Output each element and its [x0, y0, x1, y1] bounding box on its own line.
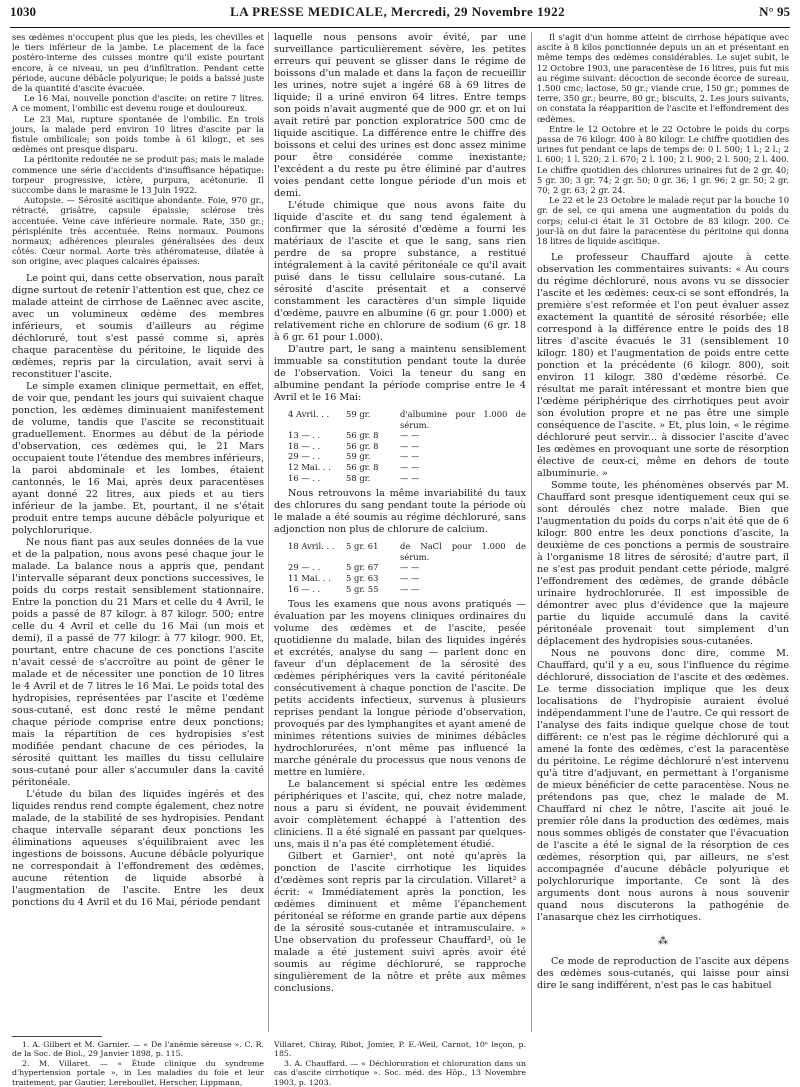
table-cell-date: 18 — . . — [288, 440, 321, 451]
paragraph: L'étude chimique que nous avons faite du liquide d'ascite et du sang tend également à confirmer que la sérosité d'œdème a fourni les matériaux de l'ascite et que le sang, sans rien perdre de sa propre substance, a restitué intégralement à la cavité péritonéale ce qu'il avait puisé dans le tissu cellulaire sous-cutané. La sérosité d'ascite présentait et a conservé constamment les caractères d'un simple liquide d'œdème, pauvre en albumine (6 gr. pour 1.000) et relativement riche en chlorure de sodium (6 gr. 18 à 6 gr. 61 pour 1.000). — [274, 200, 526, 343]
footnote: 3. A. Chauffard. — « Déchloruration et chloruration dans un cas d'ascite cirrhotique ». Soc. méd. des Hôp., 13 Novembre 1903, p. 1203. — [274, 1058, 526, 1087]
paragraph: Tous les examens que nous avons pratiqués — évaluation par les moyens cliniques ordinaires du volume des œdèmes et de l'ascite, pesée quotidienne du malade, bilan des liquides ingérés et excrétés, analyse du sang — parlent donc en faveur d'un déplacement de la sérosité des œdèmes périphériques vers la cavité péritonéale consécutivement à chaque ponction de l'ascite. De petits accidents infectieux, survenus à plusieurs reprises pendant la longue période d'observation, provoqués par des lymphangites et ayant amené de minimes rétentions suivies de minimes débâcles hydrochlorurées, n'ont même pas influencé la marche générale du processus que nous venons de mettre en lumière. — [274, 599, 526, 779]
table-cell-date: 11 Mai. . . — [288, 572, 331, 583]
footnotes-col1 — [12, 1040, 264, 1087]
paragraph: Le balancement si spécial entre les œdèmes périphériques et l'ascite, qui, chez notre malade, nous a paru si évident, ne pouvait évidemment avoir complètement échappé à l'attention des cliniciens. Il a été signalé en passant par quelques-uns, mais il n'a pas été complètement étudié. — [274, 779, 526, 851]
table-row — [288, 573, 526, 584]
table-cell-value: 59 gr. — [346, 451, 371, 462]
paragraph: Somme toute, les phénomènes observés par M. Chauffard sont presque identiquement ceux qui se sont déroulés chez notre malade. Bien que l'augmentation du poids du corps n'ait été que de 6 kilogr. 800 entre les deux ponctions d'ascite, la deuxième de ces ponctions a permis de soustraire à l'organisme 18 litres de sérosité; d'autre part, il ne s'est pas produit pendant cette période, malgré l'effondrement des œdèmes, de grande débâcle urinaire hydrochlorurée. Il est impossible de démontrer avec plus d'évidence que la majeure partie du liquide accumulé dans la cavité péritonéale provenait tout simplement d'un déplacement des hydropisies sous-cutanées. — [537, 480, 789, 648]
table-cell-date: 16 — . . — [288, 583, 321, 594]
column-1 — [12, 32, 264, 909]
table-cell-value: 5 gr. 55 — [346, 583, 379, 594]
paragraph: Le professeur Chauffard ajoute à cette observation les commentaires suivants: « Au cours du régime déchloruré, nous avons vu se dissocier l'ascite et les œdèmes: ceux-ci se sont effondrés, la première s'est reformée et l'on peut évaluer assez exactement la quantité de sérosité résorbée; elle correspond à la différence entre le poids des 18 litres d'ascite évacués le 31 (sensiblement 10 kilogr. 180) et l'augmentation de poids entre cette ponction et la précédente (6 kilogr. 800), soit environ 11 kilogr. 380 d'œdème résorbé. Ce résultat me paraît intéressant et montre bien que l'œdème périphérique des cirrhotiques peut avoir son évolution propre et ne pas être une simple conséquence de l'ascite. » Et, plus loin, « le régime déchloruré peut servir... à dissocier l'ascite d'avec les œdèmes en provoquant une sorte de résorption élective de ceux-ci, même en dehors de toute albuminurie. » — [537, 252, 789, 480]
paragraph: Le 16 Mai, nouvelle ponction d'ascite: on retire 7 litres. A ce moment, l'ombilic est devenu rouge et douloureux. — [12, 93, 264, 114]
table-cell-note: — — — [400, 583, 420, 594]
paragraph: Ne nous fiant pas aux seules données de la vue et de la palpation, nous avons pesé chaque jour le malade. La balance nous a appris que, pendant l'intervalle séparant deux ponctions successives, le poids du corps restait sensiblement stationnaire. Entre la ponction du 21 Mars et celle du 4 Avril, le poids a passé de 87 kilogr. à 87 kilogr. 500; entre celle du 4 Avril et celle du 16 Mai (un mois et demi), il a passé de 77 kilogr. à 77 kilogr. 900. Et, pourtant, entre chacune de ces ponctions l'ascite n'avait cessé de s'accroître au point de gêner le malade et de nécessiter une ponction de 10 litres le 4 Avril et de 7 litres le 16 Mai. Le poids total des hydropisies, représentées par l'ascite et l'œdème sous-cutané, est donc resté le même pendant chaque période comprise entre deux ponctions; mais la répartition de ces hydropisies s'est modifiée pendant chacune de ces périodes, la sérosité quittant les mailles du tissu cellulaire sous-cutané pour aller s'accumuler dans la cavité péritonéale. — [12, 536, 264, 788]
autopsy-paragraph: Autopsie. — Sérosité ascitique abondante. Foie, 970 gr., rétracté, grisâtre, capsule épaissie; sclérose très accentuée. Veine cave inférieure normale. Rate, 350 gr.; périsplénite très accentuée. Reins normaux. Poumons normaux; adhérences pleurales généralisées des deux côtés. Cœur normal. Aorte très athéromateuse, dilatée à son origine, avec plaques calcaires épaisses. — [12, 195, 264, 267]
paragraph: Nous retrouvons la même invariabilité du taux des chlorures du sang pendant toute la période où le malade a été soumis au régime déchloruré, sans adjonction non plus de chlorure de calcium. — [274, 488, 526, 536]
table-cell-value: 5 gr. 63 — [346, 572, 379, 583]
page-number: 1030 — [10, 4, 36, 19]
paragraph: laquelle nous pensons avoir évité, par une surveillance particulièrement sévère, les petites erreurs qui peuvent se glisser dans le régime de boissons d'un malade et dans la façon de recueillir les urines, notre sujet a ingéré 68 à 69 litres de liquide; il a uriné environ 64 litres. Entre temps son poids n'avait augmenté que de 900 gr. et on lui avait retiré par ponction exploratrice 500 cmc de liquide ascitique. La différence entre le chiffre des boissons et celui des urines est donc assez minime pour être considérée comme inexistante; l'excédent a du reste pu être éliminé par d'autres voies pendant cette longue période d'un mois et demi. — [274, 32, 526, 199]
page-header — [10, 4, 790, 26]
table-cell-note: — — — [400, 472, 420, 483]
column-2 — [274, 32, 526, 995]
paragraph: Le 23 Mai, rupture spontanée de l'ombilic. En trois jours, la malade perd environ 10 litres d'ascite par la fistule ombilicale; son poids tombe à 61 kilogr., et ses œdèmes ont presque disparu. — [12, 113, 264, 155]
table-cell-date: 29 — . . — [288, 562, 321, 573]
footnote: 2. M. Villaret. — « Étude clinique du syndrome d'hypertension portale », in Les maladies du foie et leur traitement, par Gautier, Lereboullet, Herscher, Lippmann, — [12, 1058, 264, 1087]
table-row — [288, 441, 526, 452]
footnote: Villaret, Chiray, Ribot, Jomier, P. E.-Weil, Carnot, 10ᵉ leçon, p. 185. — [274, 1040, 526, 1059]
paragraph: Le point qui, dans cette observation, nous paraît digne surtout de retenir l'attention est que, chez ce malade atteint de cirrhose de Laënnec avec ascite, avec un volumineux œdème des membres inférieurs, et soumis d'ailleurs au régime déchloruré, tout s'est passé comme si, après chaque paracentèse du péritoine, le liquide des œdèmes, repris par la circulation, avait servi à reconstituer l'ascite. — [12, 272, 264, 380]
table-cell-note: — — — [400, 461, 420, 472]
table-row — [288, 451, 526, 462]
paragraph: Le 22 et le 23 Octobre le malade reçut par la bouche 10 gr. de sel, ce qui amena une augmentation du poids du corps; celui-ci était le 31 Octobre de 83 kilogr. 200. Ce jour-là on dut faire la paracentèse du péritoine qui donna 18 litres de liquide ascitique. — [537, 195, 789, 247]
table-cell-date: 4 Avril. . . — [288, 409, 330, 419]
table-cell-note: de NaCl pour 1.000 de sérum. — [400, 541, 526, 562]
table-cell-value: 58 gr. — [346, 472, 371, 483]
table-cell-date: 18 Avril. . . — [288, 541, 335, 552]
table-cell-value: 56 gr. 8 — [346, 461, 379, 472]
table-cell-value: 59 gr. — [346, 409, 371, 419]
table-cell-value: 5 gr. 61 — [346, 541, 379, 552]
footnotes-col2 — [274, 1040, 526, 1087]
footnote-rule — [12, 1036, 102, 1037]
column-separator — [268, 32, 269, 1032]
section-asterism: ⁂ — [658, 936, 668, 948]
table-cell-value: 56 gr. 8 — [346, 430, 379, 441]
table-cell-value: 5 gr. 67 — [346, 562, 379, 573]
paragraph: Il s'agit d'un homme atteint de cirrhose hépatique avec ascite à 8 kilos ponctionnée depuis un an et présentant en même temps des œdèmes considérables. Le sujet subit, le 12 Octobre 1903, une paracentèse de 16 litres, puis fut mis au régime suivant: décoction de seconde écorce de sureau, 1.500 cmc; lactose, 50 gr.; viande crue, 150 gr.; pommes de terre, 350 gr.; beurre, 80 gr.; biscuits, 2. Les jours suivants, on constata la réapparition de l'ascite et l'effondrement des œdèmes. — [537, 32, 789, 124]
table-row — [288, 473, 526, 484]
column-separator — [531, 32, 532, 1032]
table-row — [288, 562, 526, 573]
table-cell-note: — — — [400, 451, 420, 462]
table-row — [288, 430, 526, 441]
chauffard-observation — [537, 32, 789, 246]
table-cell-date: 12 Mai. . . — [288, 461, 331, 472]
table-row — [288, 541, 526, 562]
table-cell-note: — — — [400, 562, 420, 573]
header-rule — [10, 27, 790, 28]
table-cell-date: 29 — . . — [288, 451, 321, 462]
paragraph: Le simple examen clinique permettait, en effet, de voir que, pendant les jours qui suivaient chaque ponction, les œdèmes diminuaient manifestement de volume, tandis que l'ascite se reconstituait graduellement. Enormes au début de la période d'observation, ces œdèmes qui, le 21 Mars occupaient toute l'étendue des membres inférieurs, la paroi abdominale et les lombes, étaient cantonnés, le 16 Mai, après deux paracentèses ayant donné 22 litres, aux pieds et au tiers inférieur de la jambe. Et, pourtant, il ne s'était produit entre temps aucune débâcle polyurique et polychlorurique. — [12, 380, 264, 536]
journal-title: LA PRESSE MEDICALE, Mercredi, 29 Novembre 1922 — [230, 4, 566, 19]
paragraph: Gilbert et Garnier¹, ont noté qu'après la ponction de l'ascite cirrhotique les liquides d'œdèmes sont repris par la circulation. Villaret² a écrit: « Immédiatement après la ponction, les œdèmes diminuent et même l'épanchement péritonéal se réforme en grande partie aux dépens de la sérosité sous-cutanée et intramusculaire. » Une observation du professeur Chauffard³, où le malade a été justement suivi après avoir été soumis au régime déchloruré, se rapproche singulièrement de la nôtre et prête aux mêmes conclusions. — [274, 851, 526, 995]
chloride-table — [288, 541, 526, 594]
footnote: 1. A. Gilbert et M. Garnier. — « De l'anémie séreuse ». C. R. de la Soc. de Biol., 29 Janvier 1898, p. 115. — [12, 1040, 264, 1059]
paragraph: D'autre part, le sang a maintenu sensiblement immuable sa constitution pendant toute la durée de l'observation. Voici la teneur du sang en albumine pendant la période comprise entre le 4 Avril et le 16 Mai: — [274, 344, 526, 403]
table-row — [288, 584, 526, 595]
table-cell-note: — — — [400, 430, 420, 441]
table-cell-note: — — — [400, 572, 420, 583]
paragraph: Nous ne pouvons donc dire, comme M. Chauffard, qu'il y a eu, sous l'influence du régime déchloruré, dissociation de l'ascite et des œdèmes. Le terme dissociation implique que les deux localisations de l'hydropisie auraient évolué indépendamment l'une de l'autre. Ce qui ressort de l'analyse des faits indique quelque chose de tout différent: ce n'est pas le régime déchloruré qui a amené la fonte des œdèmes, c'est la paracentèse du péritoine. Le régime déchloruré n'est intervenu qu'à titre d'adjuvant, en permettant à l'organisme de mieux bénéficier de cette paracentèse. Nous ne prétendons pas que, chez le malade de M. Chauffard ni chez le nôtre, l'ascite ait joué le premier rôle dans la production des œdèmes, mais nous sommes obligés de constater que l'évacuation de l'ascite a été le signal de la résorption de ces œdèmes, résorption qui, par ailleurs, ne s'est accompagnée d'aucune débâcle polyurique et polychlorurique importante. Ce sont là des arguments dont nous aurons à nous souvenir quand nous discuterons la pathogénie de l'anasarque chez les cirrhotiques. — [537, 648, 789, 924]
table-row — [288, 409, 526, 430]
table-cell-date: 16 — . . — [288, 472, 321, 483]
paragraph: La péritonite redoutée ne se produit pas; mais le malade commence une série d'accidents d'insuffisance hépatique: torpeur progressive, ictère, purpura, acétonurie. Il succombe dans le marasme le 13 Juin 1922. — [12, 154, 264, 196]
table-cell-date: 13 — . . — [288, 430, 321, 441]
table-cell-value: 56 gr. 8 — [346, 440, 379, 451]
table-cell-note: d'albumine pour 1.000 de sérum. — [400, 409, 526, 430]
paragraph: Entre le 12 Octobre et le 22 Octobre le poids du corps passa de 76 kilogr. 400 à 80 kilogr. Le chiffre quotidien des urines fut pendant ce laps de temps de: 0 l. 500; 1 l.; 2 l.; 2 l. 600; 1 l. 520; 2 l. 670; 2 l. 100; 2 l. 900; 2 l. 500; 2 l. 400. Le chiffre quotidien des chlorures urinaires fut de 2 gr. 40; 5 gr. 30; 3 gr. 74; 2 gr. 50; 0 gr. 36; 1 gr. 96; 2 gr. 50; 2 gr. 70; 2 gr. 63; 2 gr. 24. — [537, 123, 789, 196]
case-report-continued — [12, 32, 264, 267]
issue-number: N° 95 — [759, 4, 790, 19]
table-cell-note: — — — [400, 440, 420, 451]
table-row — [288, 462, 526, 473]
paragraph: ses œdèmes n'occupent plus que les pieds, les chevilles et le tiers inférieur de la jambe. Le placement de la face postéro-interne des cuisses montre qu'il existe pourtant encore, à ce niveau, un peu d'infiltration. Pendant cette période, aucune débâcle polyurique; le poids a baissé juste de la quantité d'ascite évacuée. — [12, 32, 264, 94]
column-3 — [537, 32, 789, 992]
paragraph: Ce mode de reproduction de l'ascite aux dépens des œdèmes sous-cutanés, qui laisse pour ainsi dire le sang indifférent, n'est pas le cas habituel — [537, 956, 789, 992]
paragraph: L'étude du bilan des liquides ingérés et des liquides rendus rend compte également, chez notre malade, de la stabilité de ses hydropisies. Pendant chaque intervalle séparant deux ponctions les éliminations aqueuses s'équilibraient avec les ingestions de boissons. Aucune débâcle polyurique ne correspondait à l'effondrement des œdèmes, aucune rétention de liquide absorbé à l'augmentation de l'ascite. Entre les deux ponctions du 4 Avril et du 16 Mai, période pendant — [12, 788, 264, 908]
albumin-table — [288, 409, 526, 483]
